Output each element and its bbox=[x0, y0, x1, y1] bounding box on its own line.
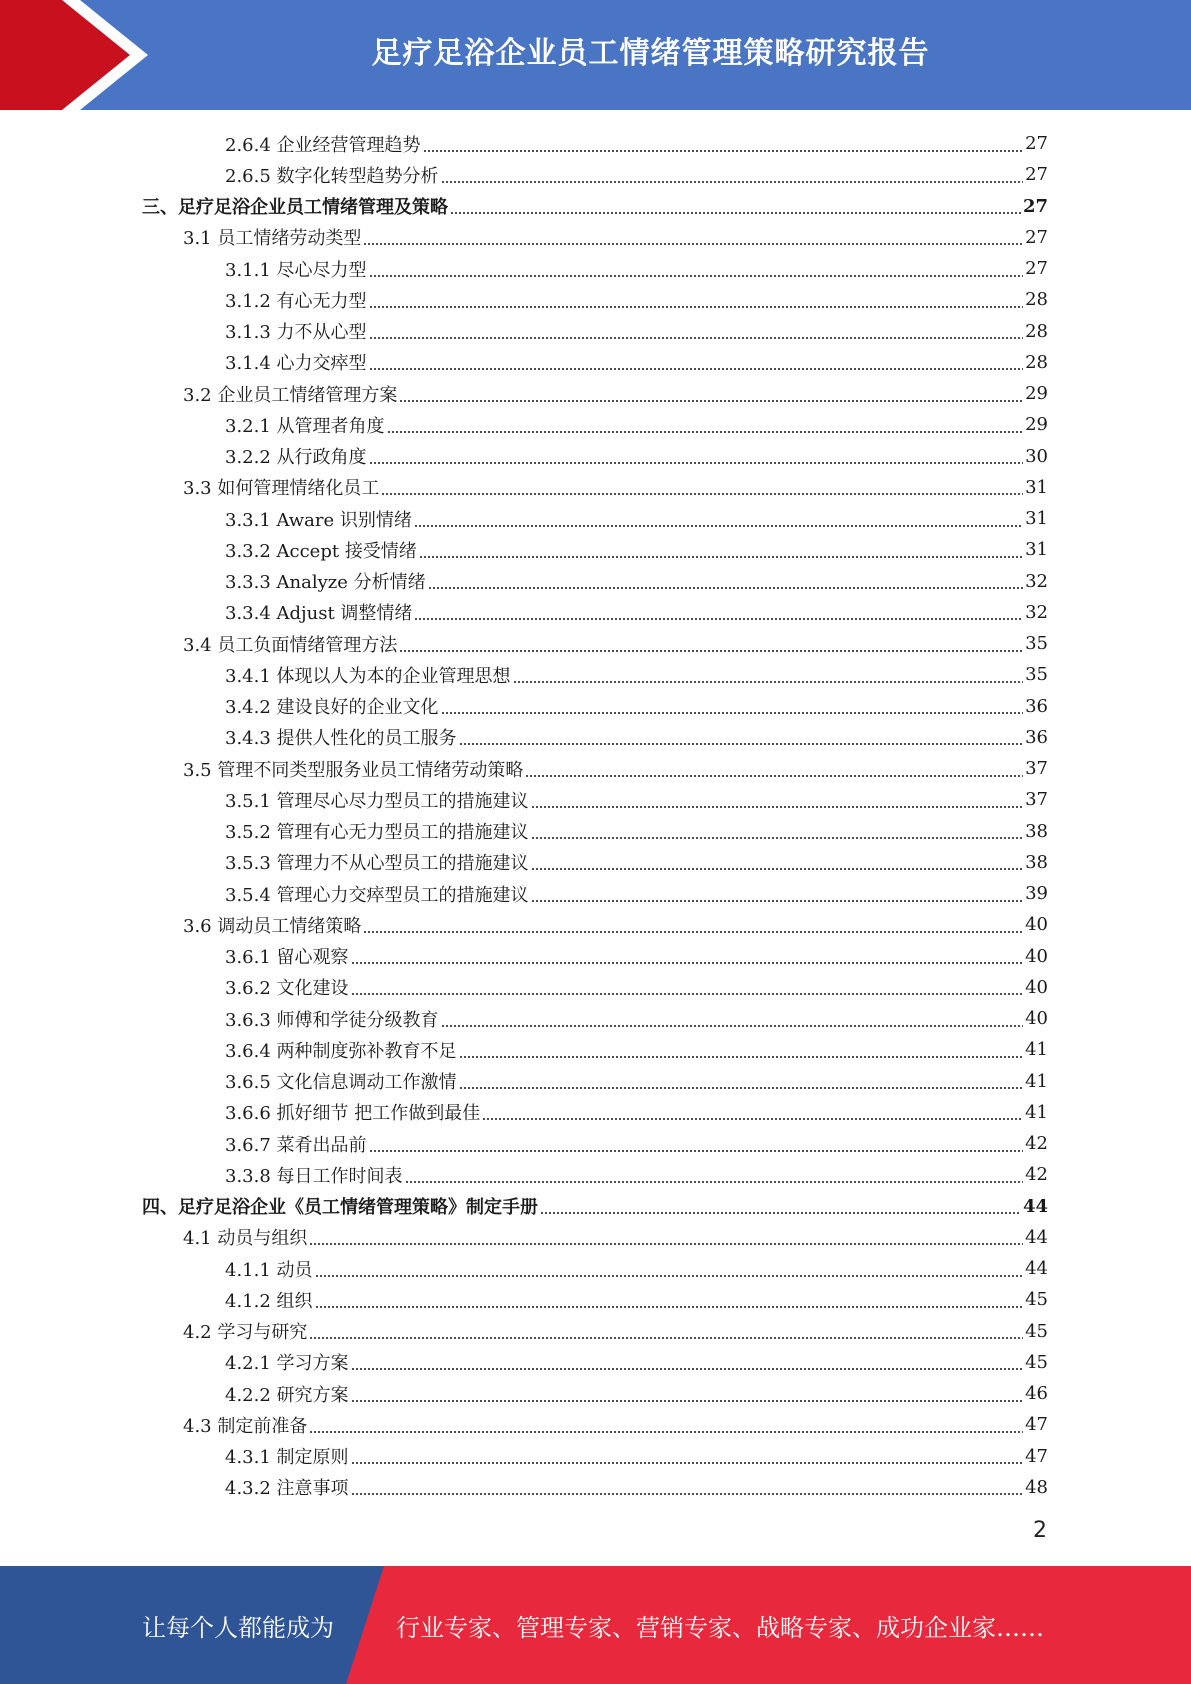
toc-entry[interactable] bbox=[142, 1253, 1048, 1284]
toc-entry-page: 45 bbox=[1025, 1320, 1048, 1342]
toc-dot-leader bbox=[459, 1072, 1024, 1090]
toc-dot-leader bbox=[315, 1291, 1024, 1309]
toc-entry-page: 28 bbox=[1025, 320, 1048, 342]
toc-entry-page: 47 bbox=[1025, 1445, 1048, 1467]
toc-entry-label: 3.5.1 管理尽心尽力型员工的措施建议 bbox=[225, 790, 529, 812]
toc-entry[interactable] bbox=[142, 878, 1048, 909]
toc-entry[interactable] bbox=[142, 1191, 1048, 1222]
toc-entry-page: 28 bbox=[1025, 351, 1048, 373]
toc-entry-page: 27 bbox=[1022, 195, 1048, 217]
toc-entry-page: 40 bbox=[1025, 945, 1048, 967]
toc-entry-label: 3.4.2 建设良好的企业文化 bbox=[225, 697, 439, 719]
toc-entry-page: 42 bbox=[1025, 1133, 1048, 1155]
toc-entry[interactable] bbox=[142, 691, 1048, 722]
toc-entry[interactable] bbox=[142, 909, 1048, 940]
toc-entry-page: 36 bbox=[1025, 726, 1048, 748]
toc-entry-page: 47 bbox=[1025, 1414, 1048, 1436]
toc-entry[interactable] bbox=[142, 972, 1048, 1003]
toc-entry-page: 31 bbox=[1025, 476, 1048, 498]
toc-dot-leader bbox=[369, 353, 1024, 371]
toc-entry-page: 37 bbox=[1025, 789, 1048, 811]
toc-entry[interactable] bbox=[142, 1316, 1048, 1347]
toc-entry-page: 29 bbox=[1025, 414, 1048, 436]
toc-entry-page: 44 bbox=[1025, 1258, 1048, 1280]
toc-entry-label: 3.5.2 管理有心无力型员工的措施建议 bbox=[225, 822, 529, 844]
toc-entry[interactable] bbox=[142, 1066, 1048, 1097]
toc-dot-leader bbox=[531, 853, 1024, 871]
toc-entry[interactable] bbox=[142, 378, 1048, 409]
toc-entry-label: 4.2 学习与研究 bbox=[183, 1322, 308, 1344]
toc-entry-page: 41 bbox=[1025, 1101, 1048, 1123]
toc-dot-leader bbox=[405, 1166, 1024, 1184]
toc-entry-page: 48 bbox=[1025, 1476, 1048, 1498]
toc-dot-leader bbox=[414, 603, 1023, 621]
toc-entry[interactable] bbox=[142, 503, 1048, 534]
toc-entry[interactable] bbox=[142, 1378, 1048, 1409]
toc-entry[interactable] bbox=[142, 409, 1048, 440]
toc-entry-label: 3.6.6 抓好细节 把工作做到最佳 bbox=[225, 1103, 481, 1125]
toc-entry-page: 46 bbox=[1025, 1383, 1048, 1405]
toc-dot-leader bbox=[399, 635, 1023, 653]
toc-entry-page: 40 bbox=[1025, 914, 1048, 936]
toc-entry-page: 35 bbox=[1025, 664, 1048, 686]
toc-dot-leader bbox=[369, 260, 1024, 278]
toc-dot-leader bbox=[513, 666, 1024, 684]
toc-entry-page: 35 bbox=[1025, 633, 1048, 655]
toc-entry-label: 3.1.2 有心无力型 bbox=[225, 290, 367, 312]
toc-entry-label: 3.6 调动员工情绪策略 bbox=[183, 915, 362, 937]
toc-dot-leader bbox=[351, 947, 1024, 965]
toc-entry-label: 4.3.1 制定原则 bbox=[225, 1447, 349, 1469]
toc-entry[interactable] bbox=[142, 347, 1048, 378]
toc-entry[interactable] bbox=[142, 316, 1048, 347]
toc-dot-leader bbox=[531, 885, 1024, 903]
toc-entry-page: 30 bbox=[1025, 445, 1048, 467]
toc-dot-leader bbox=[414, 510, 1023, 528]
toc-dot-leader bbox=[419, 541, 1023, 559]
toc-entry[interactable] bbox=[142, 753, 1048, 784]
toc-entry[interactable] bbox=[142, 534, 1048, 565]
toc-entry-label: 3.6.3 师傅和学徒分级教育 bbox=[225, 1009, 439, 1031]
toc-entry[interactable] bbox=[142, 1159, 1048, 1190]
toc-entry-label: 3.2.2 从行政角度 bbox=[225, 447, 367, 469]
toc-dot-leader bbox=[423, 135, 1024, 153]
toc-dot-leader bbox=[399, 385, 1023, 403]
page-number: 2 bbox=[1033, 1518, 1047, 1543]
toc-dot-leader bbox=[363, 916, 1023, 934]
toc-entry-label: 3.6.7 菜肴出品前 bbox=[225, 1134, 367, 1156]
toc-entry-page: 27 bbox=[1025, 226, 1048, 248]
toc-entry[interactable] bbox=[142, 722, 1048, 753]
toc-dot-leader bbox=[540, 1197, 1021, 1215]
toc-entry-label: 4.1.1 动员 bbox=[225, 1259, 313, 1281]
toc-entry[interactable] bbox=[142, 1034, 1048, 1065]
toc-entry-page: 27 bbox=[1025, 258, 1048, 280]
toc-dot-leader bbox=[381, 478, 1023, 496]
toc-entry-label: 3.3.3 Analyze 分析情绪 bbox=[225, 572, 426, 594]
toc-entry-page: 42 bbox=[1025, 1164, 1048, 1186]
toc-entry[interactable] bbox=[142, 472, 1048, 503]
toc-dot-leader bbox=[531, 822, 1024, 840]
toc-entry-label: 3.3 如何管理情绪化员工 bbox=[183, 478, 380, 500]
toc-entry-label: 三、足疗足浴企业员工情绪管理及策略 bbox=[142, 197, 448, 219]
toc-dot-leader bbox=[441, 166, 1024, 184]
toc-entry-label: 2.6.4 企业经营管理趋势 bbox=[225, 134, 421, 156]
toc-entry-label: 3.1.4 心力交瘁型 bbox=[225, 353, 367, 375]
toc-entry[interactable] bbox=[142, 597, 1048, 628]
toc-dot-leader bbox=[309, 1322, 1023, 1340]
toc-dot-leader bbox=[351, 1385, 1024, 1403]
page-footer bbox=[0, 1566, 1191, 1684]
toc-dot-leader bbox=[387, 416, 1024, 434]
toc-entry-page: 41 bbox=[1025, 1070, 1048, 1092]
toc-entry-label: 3.3.8 每日工作时间表 bbox=[225, 1165, 403, 1187]
toc-entry[interactable] bbox=[142, 1097, 1048, 1128]
toc-entry[interactable] bbox=[142, 1003, 1048, 1034]
toc-entry-label: 3.1.1 尽心尽力型 bbox=[225, 259, 367, 281]
toc-dot-leader bbox=[428, 572, 1023, 590]
toc-entry[interactable] bbox=[142, 284, 1048, 315]
toc-entry-page: 27 bbox=[1025, 133, 1048, 155]
toc-entry-page: 41 bbox=[1025, 1039, 1048, 1061]
toc-entry-page: 40 bbox=[1025, 976, 1048, 998]
toc-entry[interactable] bbox=[142, 1347, 1048, 1378]
toc-dot-leader bbox=[309, 1416, 1023, 1434]
toc-entry[interactable] bbox=[142, 1409, 1048, 1440]
toc-entry[interactable] bbox=[142, 253, 1048, 284]
toc-entry-page: 27 bbox=[1025, 164, 1048, 186]
toc-entry-page: 38 bbox=[1025, 820, 1048, 842]
toc-entry-label: 3.3.2 Accept 接受情绪 bbox=[225, 540, 417, 562]
toc-entry[interactable] bbox=[142, 1472, 1048, 1503]
footer-slogan-left: 让每个人都能成为 bbox=[142, 1613, 334, 1642]
toc-entry[interactable] bbox=[142, 941, 1048, 972]
toc-dot-leader bbox=[309, 1228, 1023, 1246]
toc-entry-label: 3.5 管理不同类型服务业员工情绪劳动策略 bbox=[183, 759, 524, 781]
toc-entry-page: 38 bbox=[1025, 851, 1048, 873]
toc-entry-label: 四、足疗足浴企业《员工情绪管理策略》制定手册 bbox=[142, 1197, 538, 1219]
toc-entry-label: 4.1 动员与组织 bbox=[183, 1228, 308, 1250]
toc-entry-page: 36 bbox=[1025, 695, 1048, 717]
toc-entry[interactable] bbox=[142, 1284, 1048, 1315]
toc-entry[interactable] bbox=[142, 566, 1048, 597]
toc-dot-leader bbox=[450, 197, 1021, 215]
toc-entry-page: 28 bbox=[1025, 289, 1048, 311]
toc-entry-label: 4.2.1 学习方案 bbox=[225, 1353, 349, 1375]
toc-dot-leader bbox=[351, 1447, 1024, 1465]
toc-entry-page: 31 bbox=[1025, 508, 1048, 530]
toc-entry-label: 3.1.3 力不从心型 bbox=[225, 322, 367, 344]
toc-entry-label: 3.6.4 两种制度弥补教育不足 bbox=[225, 1040, 457, 1062]
toc-entry-page: 37 bbox=[1025, 758, 1048, 780]
toc-entry-label: 3.6.5 文化信息调动工作激情 bbox=[225, 1072, 457, 1094]
toc-dot-leader bbox=[315, 1260, 1024, 1278]
toc-entry-label: 2.6.5 数字化转型趋势分析 bbox=[225, 165, 439, 187]
toc-entry-page: 32 bbox=[1025, 570, 1048, 592]
toc-dot-leader bbox=[369, 447, 1024, 465]
toc-entry[interactable] bbox=[142, 159, 1048, 190]
toc-entry-label: 3.2.1 从管理者角度 bbox=[225, 415, 385, 437]
toc-entry-label: 3.4.1 体现以人为本的企业管理思想 bbox=[225, 665, 511, 687]
footer-slogan-right: 行业专家、管理专家、营销专家、战略专家、成功企业家…… bbox=[396, 1613, 1044, 1642]
toc-entry-label: 3.1 员工情绪劳动类型 bbox=[183, 228, 362, 250]
toc-dot-leader bbox=[369, 291, 1024, 309]
toc-entry[interactable] bbox=[142, 441, 1048, 472]
toc-entry-label: 3.6.1 留心观察 bbox=[225, 947, 349, 969]
toc-entry[interactable] bbox=[142, 1128, 1048, 1159]
toc-entry-page: 45 bbox=[1025, 1351, 1048, 1373]
table-of-contents bbox=[142, 128, 1048, 1503]
toc-dot-leader bbox=[369, 322, 1024, 340]
header-title: 足疗足浴企业员工情绪管理策略研究报告 bbox=[371, 36, 930, 71]
toc-entry-label: 3.5.4 管理心力交瘁型员工的措施建议 bbox=[225, 884, 529, 906]
toc-entry-page: 44 bbox=[1022, 1195, 1048, 1217]
toc-dot-leader bbox=[525, 760, 1023, 778]
toc-dot-leader bbox=[351, 978, 1024, 996]
toc-entry-label: 3.2 企业员工情绪管理方案 bbox=[183, 384, 398, 406]
toc-entry-page: 31 bbox=[1025, 539, 1048, 561]
toc-entry-label: 3.3.4 Adjust 调整情绪 bbox=[225, 603, 413, 625]
toc-entry-page: 45 bbox=[1025, 1289, 1048, 1311]
toc-entry[interactable] bbox=[142, 191, 1048, 222]
toc-entry[interactable] bbox=[142, 628, 1048, 659]
toc-dot-leader bbox=[363, 228, 1023, 246]
toc-entry[interactable] bbox=[142, 847, 1048, 878]
toc-entry-label: 3.4.3 提供人性化的员工服务 bbox=[225, 728, 457, 750]
toc-entry[interactable] bbox=[142, 784, 1048, 815]
toc-entry-page: 44 bbox=[1025, 1226, 1048, 1248]
toc-dot-leader bbox=[482, 1103, 1023, 1121]
toc-entry-label: 4.3 制定前准备 bbox=[183, 1415, 308, 1437]
toc-entry-label: 3.3.1 Aware 识别情绪 bbox=[225, 509, 412, 531]
toc-entry-page: 39 bbox=[1025, 883, 1048, 905]
toc-entry-label: 4.3.2 注意事项 bbox=[225, 1478, 349, 1500]
toc-dot-leader bbox=[531, 791, 1024, 809]
toc-dot-leader bbox=[441, 697, 1024, 715]
toc-entry[interactable] bbox=[142, 1441, 1048, 1472]
toc-dot-leader bbox=[351, 1353, 1024, 1371]
toc-dot-leader bbox=[369, 1135, 1024, 1153]
toc-entry-label: 4.1.2 组织 bbox=[225, 1290, 313, 1312]
toc-entry-label: 3.4 员工负面情绪管理方法 bbox=[183, 634, 398, 656]
page-header bbox=[0, 0, 1191, 110]
toc-dot-leader bbox=[351, 1478, 1024, 1496]
toc-entry-page: 40 bbox=[1025, 1008, 1048, 1030]
toc-entry[interactable] bbox=[142, 816, 1048, 847]
toc-entry[interactable] bbox=[142, 222, 1048, 253]
toc-entry-label: 3.5.3 管理力不从心型员工的措施建议 bbox=[225, 853, 529, 875]
toc-entry-page: 29 bbox=[1025, 383, 1048, 405]
toc-entry[interactable] bbox=[142, 1222, 1048, 1253]
toc-entry[interactable] bbox=[142, 128, 1048, 159]
toc-entry-label: 3.6.2 文化建设 bbox=[225, 978, 349, 1000]
toc-dot-leader bbox=[459, 728, 1024, 746]
toc-entry-label: 4.2.2 研究方案 bbox=[225, 1384, 349, 1406]
toc-dot-leader bbox=[459, 1041, 1024, 1059]
toc-entry[interactable] bbox=[142, 659, 1048, 690]
toc-entry-page: 32 bbox=[1025, 601, 1048, 623]
toc-dot-leader bbox=[441, 1010, 1024, 1028]
